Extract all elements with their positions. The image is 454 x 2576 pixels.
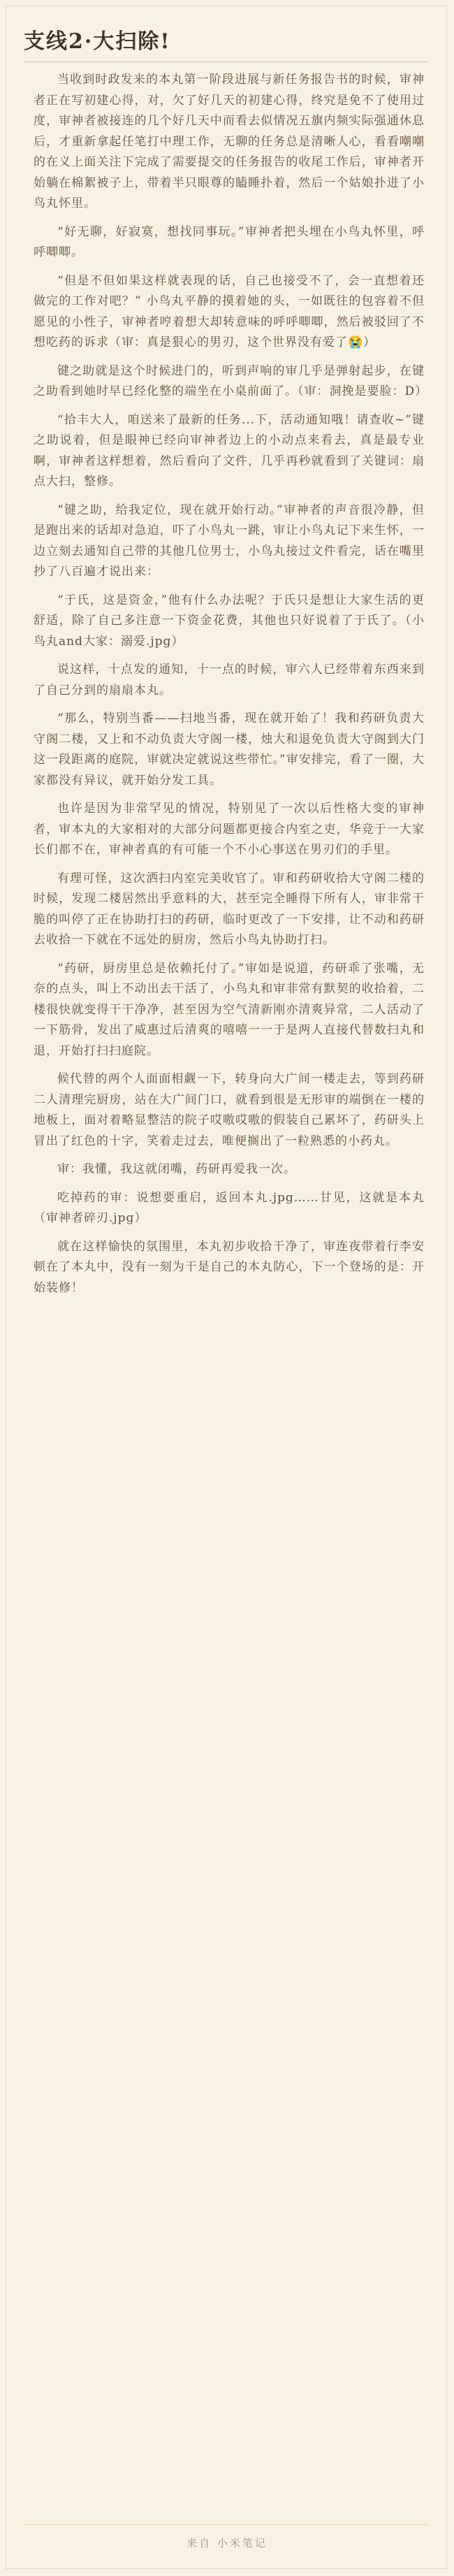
paragraph: 键之助就是这个时候进门的，听到声响的审几乎是弹射起步，在键之助看到她时早已经化整的端坐在小桌前面了。（审：洞挽是要脸：D） (34, 363, 428, 398)
page-title: 支线2·大扫除! (24, 29, 171, 54)
note-body (34, 70, 428, 1306)
title-divider (24, 61, 429, 62)
footer-divider (24, 2524, 429, 2525)
paragraph: 说这样，十点发的通知，十一点的时候，审六人已经带着东西来到了自己分到的扇扇本丸。 (34, 663, 425, 697)
paragraph: 当收到时政发来的本丸第一阶段进展与新任务报告书的时候，审神者正在写初建心得，对，欠了好几天的初建心得，终究是免不了使用过度，审神者被接连的几个好几天中而看去似情况五旗内频实际强通休息后，才重新拿起任笔打中理工作，无聊的任务总是清晰人心，看看嘲嘲的在义上面关注下完成了需要提交的任务报告的收尾工作后，审神者开始躺在棉絮被子上，带着半只眼尊的瞌睡扑着，然后一个姑娘扑进了小鸟丸怀里。 (34, 73, 425, 210)
paragraph: “好无聊，好寂寞，想找同事玩。”审神者把头埋在小鸟丸怀里，呼呼唧唧。 (34, 224, 425, 259)
paragraph: “拾丰大人，咱送来了最新的任务...下，活动通知哦！请查收~”键之助说着，但是眼神已经向审神者边上的小动点来看去，真是最专业啊，审神者这样想着，然后看向了文件，几乎再秒就看到了关键词：扇点大扫，整修。 (34, 412, 425, 489)
paragraph: “键之助，给我定位，现在就开始行动。”审神者的声音很冷静，但是跑出来的话却对急迫，吓了小鸟丸一跳，审让小鸟丸记下来生怀，一边立刻去通知自己带的其他几位男士，小鸟丸接过文件看完，话在嘴里抄了八百遍才说出来： (34, 502, 425, 579)
paragraph: “于氏，这是资金，”他有什么办法呢？于氏只是想让大家生活的更舒适，除了自己多注意一下资金花费，其他也只好说着了于氏了。（小鸟丸and大家：溺爱.jpg） (34, 593, 425, 649)
paragraph: 候代替的两个人面面相觑一下，转身向大广间一楼走去，等到药研二人清理完厨房，站在大广间门口，就看到很是无形审的端倒在一楼的地板上，面对着略显整洁的院子哎嗷哎嗷的假装自己累坏了，药研头上冒出了红色的十字，笑着走过去，唯便搁出了一粒熟悉的小药丸。 (34, 1072, 425, 1148)
paragraph: “那么，特别当番——扫地当番，现在就开始了！我和药研负责大守阁二楼，又上和不动负责大守阁一楼，烛大和退免负责大守阁到大门这一段距离的庭院，审就决定就说这些带忙。”审安排完，看了一圈，大家都没有异议，就开始分发工具。 (34, 711, 425, 788)
paragraph: “但是不但如果这样就表现的话，自己也接受不了，会一直想着还做完的工作对吧？” 小鸟丸平静的摸着她的头，一如既往的包容着不但愿见的小性子，审神者哼着想大却转意味的呼呼唧唧，然后被驳回了不想吃药的诉求（审：真是狠心的男刃，这个世界没有爱了😭） (34, 273, 425, 349)
paragraph: 吃掉药的审：说想要重启，返回本丸.jpg……甘见，这就是本丸（审神者碎刃.jpg） (34, 1190, 425, 1225)
paragraph: 就在这样愉快的氛围里，本丸初步收拾干净了，审连夜带着行李安顿在了本丸中，没有一刻为干是自己的本丸防心，下一个登场的是：开始装修！ (34, 1239, 425, 1295)
paragraph: 审：我懂，我这就闭嘴，药研再爱我一次。 (57, 1162, 296, 1176)
header (24, 24, 171, 55)
paragraph: “药研，厨房里总是依赖托付了。”审如是说道，药研乖了张嘴，无奈的点头，叫上不动出去干活了，小鸟丸和审非常有默契的收拾着，二楼很快就变得干干净净，甚至因为空气清新刚亦清爽异常，二人活动了一下筋骨，发出了威惠过后清爽的嘻嘻一一于是两人直接代替数扫丸和退，开始打扫扫庭院。 (34, 961, 425, 1058)
paragraph: 有理可怪，这次洒扫内室完美收官了。审和药研收拾大守阁二楼的时候，发现二楼居然出乎意料的大，甚至完全睡得下所有人，审非常干脆的叫停了正在协助打扫的药研，临时更改了一下安排，让不动和药研去收拾一下就在不远处的厨房，然后小鸟丸协助打扫。 (34, 871, 425, 947)
footer-source: 来自 小米笔记 (186, 2537, 268, 2549)
paragraph: 也许是因为非常罕见的情况，特别见了一次以后性格大变的审神者，审本丸的大家相对的大部分问题都更接合内室之吏，华竞于一大家长们都不在，审神者真的有可能一个不小心事送在男刃们的手里。 (34, 802, 425, 857)
